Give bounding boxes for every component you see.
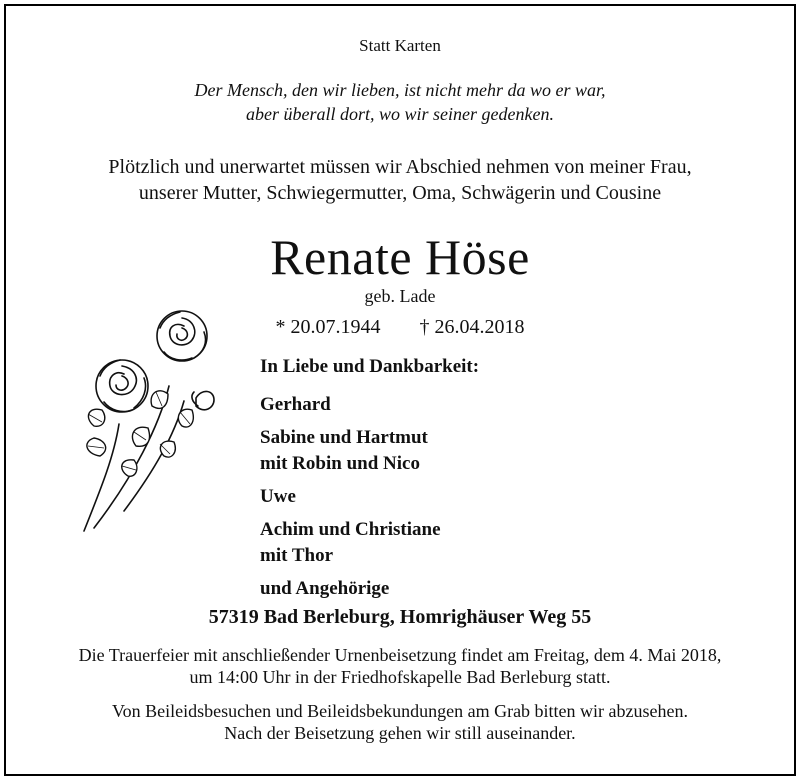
- header-text: Statt Karten: [359, 36, 441, 55]
- family-group: [260, 425, 479, 477]
- deceased-name: Renate Höse: [270, 229, 530, 285]
- family-group: [260, 517, 479, 569]
- condolence-line: Von Beileidsbesuchen und Beileidsbekundungen am Grab bitten wir abzusehen.: [111, 701, 689, 721]
- service-info: [6, 644, 794, 688]
- roses-illustration: [64, 306, 234, 536]
- family-member: Uwe: [260, 486, 296, 507]
- intro-text: [6, 154, 794, 206]
- family-member: Gerhard: [260, 394, 331, 415]
- service-line: Die Trauerfeier mit anschließender Urnenbeisetzung findet am Freitag, dem 4. Mai 2018,: [78, 645, 722, 665]
- motto-line: Der Mensch, den wir lieben, ist nicht mehr da wo er war,: [194, 80, 606, 100]
- family-group: [260, 392, 479, 418]
- address: 57319 Bad Berleburg, Homrighäuser Weg 55: [208, 606, 592, 628]
- maiden-name: geb. Lade: [364, 286, 436, 306]
- death-date: † 26.04.2018: [419, 316, 525, 338]
- family-list: [260, 354, 479, 609]
- motto-line: aber überall dort, wo wir seiner gedenken.: [246, 104, 554, 124]
- obituary-notice: [4, 4, 796, 776]
- family-member: Achim und Christiane: [260, 519, 441, 540]
- family-member: Sabine und Hartmut: [260, 427, 428, 448]
- family-member: mit Robin und Nico: [260, 453, 420, 474]
- condolence-line: Nach der Beisetzung gehen wir still auseinander.: [224, 723, 576, 743]
- family-group: [260, 484, 479, 510]
- motto-quote: [6, 78, 794, 126]
- birth-date: * 20.07.1944: [275, 316, 381, 338]
- family-member: mit Thor: [260, 545, 334, 566]
- family-heading: In Liebe und Dankbarkeit:: [260, 356, 480, 377]
- intro-line: unserer Mutter, Schwiegermutter, Oma, Schwägerin und Cousine: [138, 182, 662, 204]
- service-line: um 14:00 Uhr in der Friedhofskapelle Bad Berleburg statt.: [189, 667, 611, 687]
- rose-bloom-upper: [157, 311, 207, 361]
- condolence-note: [6, 700, 794, 744]
- intro-line: Plötzlich und unerwartet müssen wir Abschied nehmen von meiner Frau,: [108, 156, 692, 178]
- family-member: und Angehörige: [260, 578, 390, 599]
- family-group: [260, 576, 479, 602]
- rose-bloom-lower: [96, 360, 148, 412]
